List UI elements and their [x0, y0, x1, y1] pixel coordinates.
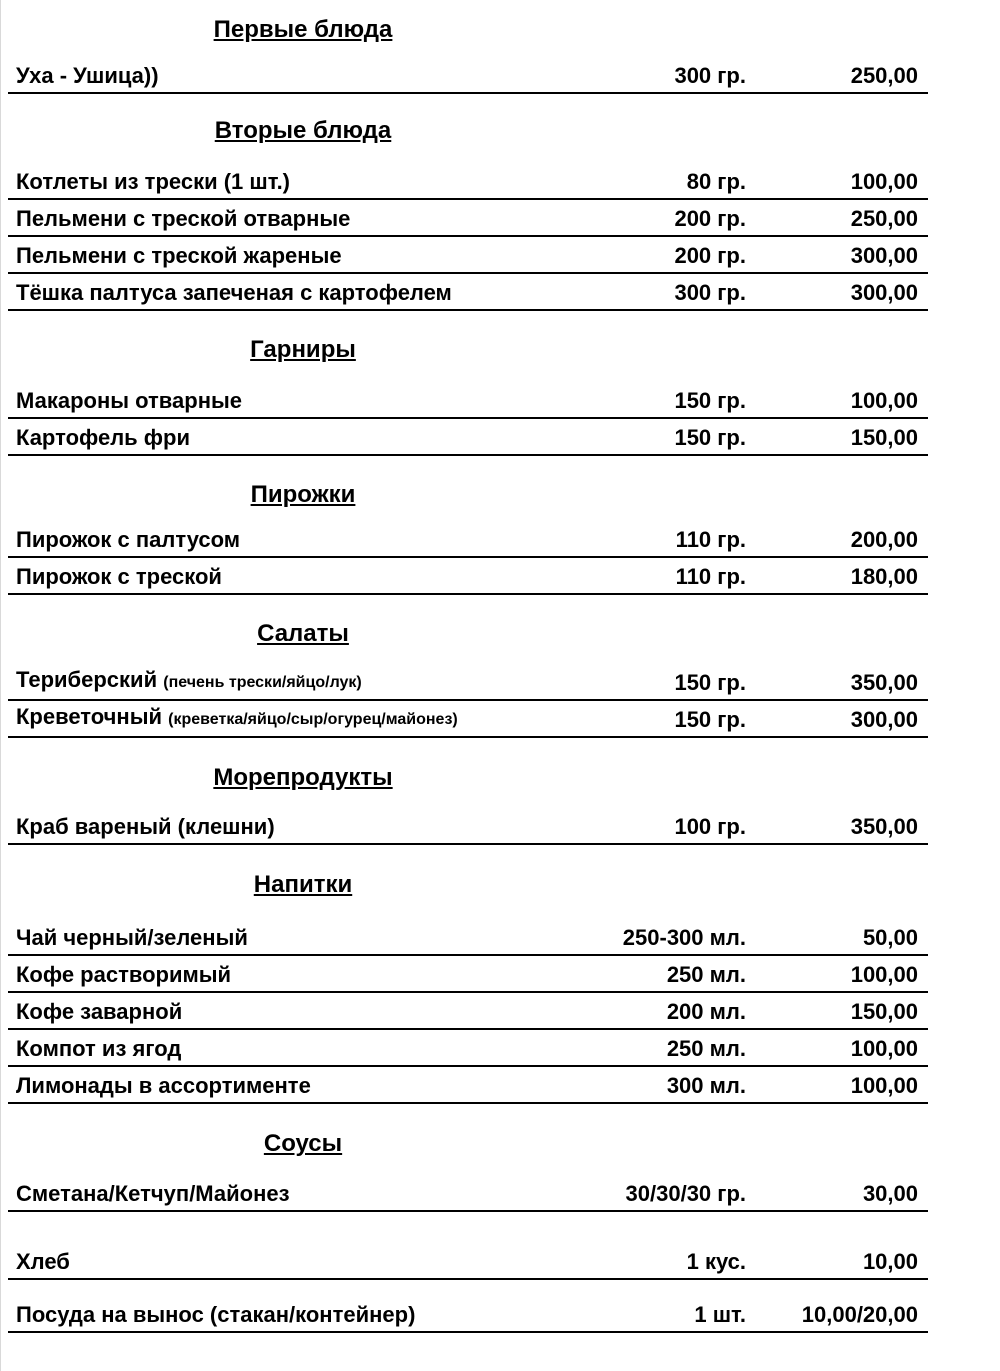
item-portion: 300 гр.: [674, 63, 746, 88]
item-price: 30,00: [862, 1181, 918, 1206]
item-price: 300,00: [850, 280, 918, 305]
item-portion: 80 гр.: [686, 169, 746, 194]
menu-row[interactable]: [8, 201, 928, 237]
item-portion: 30/30/30 гр.: [625, 1181, 746, 1206]
item-price: 100,00: [850, 388, 918, 413]
menu-row[interactable]: [8, 702, 928, 738]
item-price: 180,00: [850, 564, 918, 589]
item-price: 100,00: [850, 1036, 918, 1061]
item-name: Пельмени с треской жареные: [16, 243, 342, 268]
item-name: Котлеты из трески (1 шт.): [16, 169, 291, 194]
item-note: (печень трески/яйцо/лук): [163, 674, 362, 691]
item-price: 150,00: [850, 999, 918, 1024]
item-name: Сметана/Кетчуп/Майонез: [16, 1181, 290, 1206]
item-name: Картофель фри: [16, 425, 191, 450]
item-portion: 250-300 мл.: [622, 925, 746, 950]
item-portion: 300 гр.: [674, 280, 746, 305]
item-price: 300,00: [850, 707, 918, 732]
menu-row[interactable]: [8, 275, 928, 311]
menu-row[interactable]: [8, 522, 928, 558]
menu-row[interactable]: [8, 1031, 928, 1067]
section-title-salads: Салаты: [257, 620, 349, 647]
item-name: Кофе растворимый: [16, 962, 232, 987]
item-portion: 150 гр.: [674, 388, 746, 413]
menu-row[interactable]: [8, 559, 928, 595]
item-price: 10,00/20,00: [801, 1302, 918, 1327]
item-name: Пирожок с палтусом: [16, 527, 241, 552]
section-title-first-courses: Первые блюда: [213, 16, 393, 43]
item-name: Краб вареный (клешни): [16, 814, 275, 839]
menu-row[interactable]: [8, 164, 928, 200]
item-name: Лимонады в ассортименте: [16, 1073, 311, 1098]
item-name: Тёшка палтуса запеченая с картофелем: [16, 280, 452, 305]
item-price: 200,00: [850, 527, 918, 552]
section-title-drinks: Напитки: [253, 871, 353, 898]
item-portion: 1 кус.: [686, 1249, 746, 1274]
item-price: 250,00: [850, 63, 918, 88]
section-title-seafood: Морепродукты: [213, 764, 393, 791]
item-name: Териберский (печень трески/яйцо/лук): [16, 667, 362, 692]
menu-row[interactable]: [8, 58, 928, 94]
menu-row[interactable]: [8, 809, 928, 845]
section-title-pies: Пирожки: [250, 481, 356, 508]
item-portion: 150 гр.: [674, 425, 746, 450]
item-portion: 100 гр.: [674, 814, 746, 839]
sheet-gridline: [0, 0, 1, 1371]
menu-row[interactable]: [8, 957, 928, 993]
item-name: Кофе заварной: [16, 999, 183, 1024]
item-price: 100,00: [850, 962, 918, 987]
menu-row[interactable]: [8, 994, 928, 1030]
item-portion: 1 шт.: [694, 1302, 746, 1327]
menu-row[interactable]: [8, 920, 928, 956]
item-price: 350,00: [850, 670, 918, 695]
item-note: (креветка/яйцо/сыр/огурец/майонез): [168, 711, 458, 728]
menu-row[interactable]: [8, 665, 928, 701]
item-name: Посуда на вынос (стакан/контейнер): [16, 1302, 416, 1327]
item-price: 150,00: [850, 425, 918, 450]
item-portion: 200 гр.: [674, 243, 746, 268]
menu-row[interactable]: [8, 420, 928, 456]
item-name: Макароны отварные: [16, 388, 243, 413]
item-portion: 110 гр.: [675, 527, 746, 552]
item-portion: 150 гр.: [674, 707, 746, 732]
menu-row[interactable]: [8, 238, 928, 274]
menu-row[interactable]: [8, 383, 928, 419]
section-title-sauces: Соусы: [263, 1130, 343, 1157]
section-title-main-courses: Вторые блюда: [214, 117, 392, 144]
item-price: 100,00: [850, 1073, 918, 1098]
item-portion: 250 мл.: [666, 1036, 746, 1061]
item-price: 100,00: [850, 169, 918, 194]
item-price: 50,00: [862, 925, 918, 950]
item-portion: 300 мл.: [666, 1073, 746, 1098]
item-price: 250,00: [850, 206, 918, 231]
item-name: Уха - Ушица)): [16, 63, 159, 88]
item-name: Креветочный (креветка/яйцо/сыр/огурец/майонез): [16, 704, 458, 729]
item-portion: 200 мл.: [666, 999, 746, 1024]
item-portion: 110 гр.: [675, 564, 746, 589]
item-name: Хлеб: [16, 1249, 70, 1274]
menu-row-bread[interactable]: [8, 1244, 928, 1280]
item-name: Компот из ягод: [16, 1036, 182, 1061]
section-title-side-dishes: Гарниры: [250, 336, 356, 363]
item-price: 10,00: [862, 1249, 918, 1274]
item-portion: 200 гр.: [674, 206, 746, 231]
item-name: Пельмени с треской отварные: [16, 206, 351, 231]
item-price: 350,00: [850, 814, 918, 839]
menu-row[interactable]: [8, 1176, 928, 1212]
item-portion: 150 гр.: [674, 670, 746, 695]
item-name: Пирожок с треской: [16, 564, 222, 589]
menu-row[interactable]: [8, 1068, 928, 1104]
item-portion: 250 мл.: [666, 962, 746, 987]
item-price: 300,00: [850, 243, 918, 268]
item-name: Чай черный/зеленый: [16, 925, 248, 950]
menu-row-takeaway-dishes[interactable]: [8, 1297, 928, 1333]
